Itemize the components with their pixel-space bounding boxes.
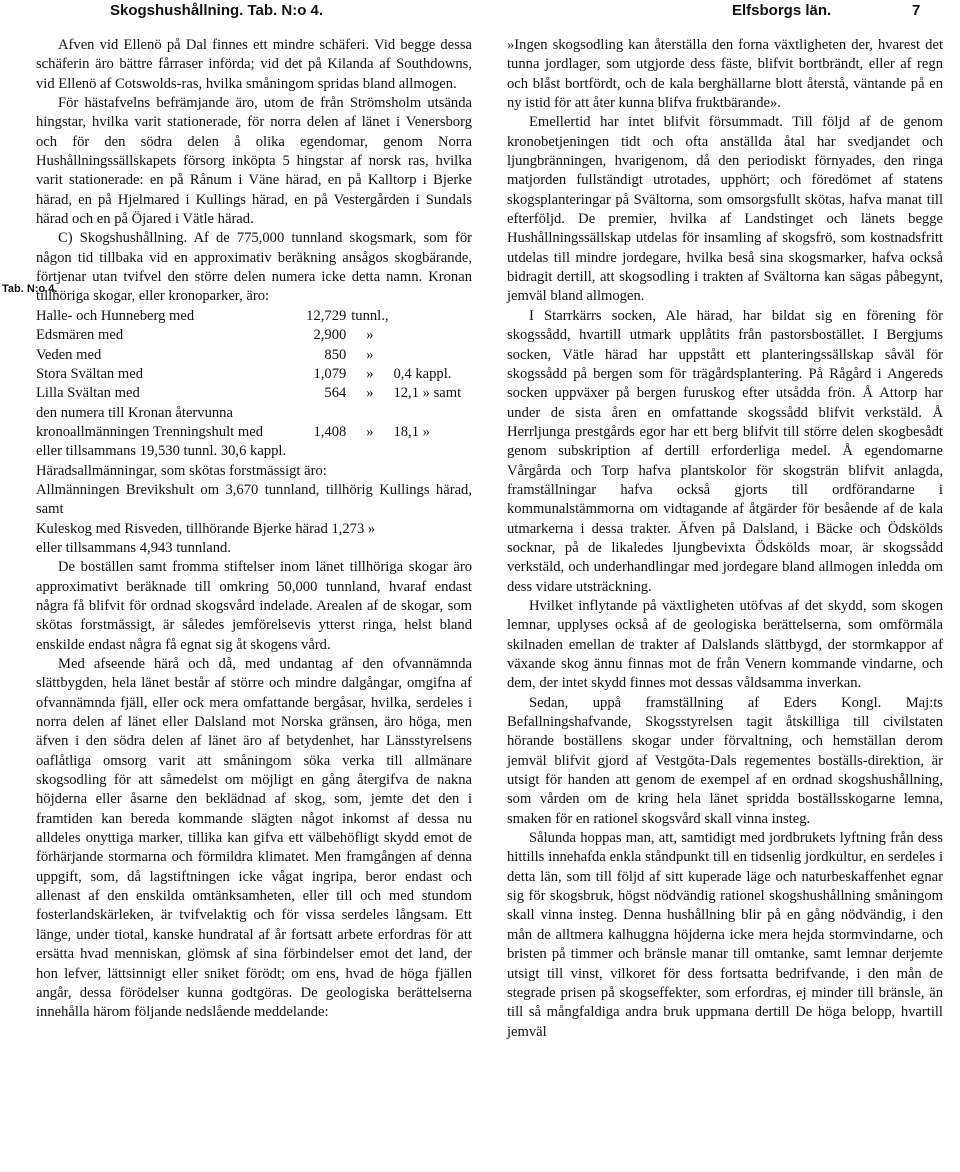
table-row: den numera till Kronan återvunna kronoallmänningen Trenningshult med 1,408 » 18,1 » [36,404,430,440]
total-line: eller tillsammans 4,943 tunnland. [36,539,231,556]
paragraph: Sålunda hoppas man, att, samtidigt med jordbrukets lyftning från dess hittills innehafda enkla ståndpunkt till en tidsenlig jordkultur, en serdeles i detta län, som till följd af sitt kuperade läge och naturbeskaffenhet egnar sig för skogsbruk, högst nödvändig rationel skogshushållning småningom skall vinna insteg. Denna hushållning blir på en gång nödvändig, i den mån de alltmera kalhuggna höjderna icke mera hejda stormvindarne, och bristen på timmer och bränsle manar till omtanke, samt lemnar derjemte utsigt till vinst, vilkoret för dess fortsatta bedrifvande, i den mån de stegrade prisen på skogseffekter, som erfordras, ej minder till bränsle, än till så mångfaldiga andra bruk uppmana dertill De höga belopp, hvartill jemväl [507,830,943,1040]
total-line: eller tillsammans 19,530 tunnl. 30,6 kappl. [36,443,287,460]
page-number: 7 [912,2,921,19]
section-paragraph: C) Skogshushållning. Af de 775,000 tunnland skogsmark, som för någon tid tillbaka vid en approximativ beräkning ansågos skogbärande, förtjenar utan tvifvel den större delen numera icke detta namn. Kronan tillhöriga skogar, eller kronoparker, äro: [36,230,472,305]
table-row: Veden med 850 » [36,346,374,363]
page-header [0,0,960,22]
paragraph: I Starrkärrs socken, Ale härad, har bildat sig en förening för skogssådd, hvartill utmark upplåtits från pastorsbostället. I Bergjums socken, Vätle härad har uppstått ett planteringssällskap såväl för skogssådd på bergen som för trägårdsplantering. På Rågård i Angereds socken uppväxer på bergen furuskog efter utsådda frön. Å Attorp har under de sista åren en omfattande skogssådd blifvit verkstäld. Å Herrljunga prestgårds egor har ett berg blifvit till större delen skogbesådt genom subskription af dertill erforderliga medel. Å egendomarne Vårgårda och Torp hafva plantskolor för skogsträn blifvit anlagda, framställningar hafva också gjorts till ordförandarne i kommunalstämmorna om vidtagande af åtgärder för besående af de kala utmarkerna i dessa trakter. Äfven på Dalsland, i Bäcke och Ödskölds socknar, på de likaledes ljungbevixta Ödskölds moar, är skogssådd verkstäld, och underhandlingar med jordegare bland allmogen inledda om dess vidare utsträckning. [507,307,943,595]
paragraph: Hvilket inflytande på växtligheten utöfvas af det skydd, som skogen lemnar, upplyses också af de geologiska berättelserna, som omförmäla skilnaden emellan de trakter af Dalslands slättbygd, der stormkappor af växande skog ännu finnas mot de från Venern kommande vindarne, och dem, der intet skydd finnes mot dessas våldsamma inverkan. [507,597,943,692]
left-column [36,36,472,1023]
paragraph: För hästafvelns befrämjande äro, utom de från Strömsholm utsända hingstar, hvilka varit stationerade, för norra delen af länet i Venersborg och för den södra delen å olika egendomar, genom Norra Hushållningssällskapets försorg inköpta 5 hingstar af norsk ras, hvilka varit stationerade: en på Rånum i Väne härad, en på Kalltorp i Bjerke härad, en på Hjelmared i Kullings härad, en på Vestergården i Sundals härad och en på Öjared i Vätle härad. [36,95,472,228]
table-row: Stora Svältan med 1,079 » 0,4 kappl. [36,365,452,382]
crown-forest-table [36,307,472,442]
paragraph: Med afseende härå och då, med undantag af den ofvannämnda slättbygden, hela länet består af större och mindre dalgångar, omgifna af ofvannämnda fjäll, eller ock mera omfattande bergåsar, hvilka, serdeles i norra delen af länet eller Dalsland mot Norska gränsen, äro höga, men äfven i den södra delen af länet äro af betydenhet, har Länsstyrelsens oaflåtliga omsorg varit att småningom söka verka till allmänare skogsodling för att såmedelst om möjligt en gång återgifva de nakna höjderna eller åsarne den beklädnad af skog, som, jemte det den i framtiden kan bereda kommande slägten något inkomst af dessa nu alldeles onyttiga marker, tillika kan gifva ett välbehöfligt skydd emot de förhärjande stormarna och förmildra klimatet. Men framgången af denna uppgift, som, då lagstiftningen icke vågat ingripa, beror endast och allenast af den enskilda omtänksamheten, eller till och med stundom fosterlandskärleken, är tvifvelaktig och för vissa serdeles långsam. Ett länge, under tiotal, kanske hundratal af år fortsatt arbete erfordras för att ersätta hvad menniskan, glömsk af sina förbindelser emot det land, der hon lefver, lättsinnigt eller sniket förödt; om ens, hvad de höga fjällen angår, dessa förödelser kunna godtgöras. De geologiska berättelserna innehålla härom följande nedslående meddelande: [36,656,472,1021]
paragraph: Kuleskog med Risveden, tillhörande Bjerke härad 1,273 » [36,520,376,537]
subheading: Häradsallmänningar, som skötas forstmässigt äro: [36,462,327,479]
paragraph: Afven vid Ellenö på Dal finnes ett mindre schäferi. Vid begge dessa schäferin äro bättre fårraser införda; vid det på Kilanda af Southdowns, vid Ellenö af Cotswolds-ras, hvilka småningom spridas bland allmogen. [36,37,472,92]
margin-note: Tab. N:o 4. [2,283,58,295]
table-row: Lilla Svältan med 564 » 12,1 » samt [36,385,462,402]
right-column [507,36,943,1042]
quote-paragraph: »Ingen skogsodling kan återställa den forna växtligheten der, hvarest det tunna jordlager, som utgjorde dess fäste, blifvit bortbrändt, eller af regn och blåst bortfördt, och de kala berghällarne blott återstå, väntande på en ny istid för att åter kunna blifva fruktbärande». [507,37,943,112]
paragraph: De boställen samt fromma stiftelser inom länet tillhöriga skogar äro approximativt beräknade till omkring 50,000 tunnland, hvaraf endast några få blifvit för ordnad skogsvård indelade. Arealen af de skogar, som skötas forstmässigt, är således jemförelsevis ytterst ringa, helst bland enskilde endast några få egnat sig åt skogens vård. [36,559,472,653]
running-head-right: Elfsborgs län. [732,2,832,19]
paragraph: Sedan, uppå framställning af Eders Kongl. Maj:ts Befallningshafvande, Skogsstyrelsen tagit åtskilliga till civilstaten hörande boställens skogar under förvaltning, och hemställan derom jemväl blifvit gjord af Vestgöta-Dals regementes boställs-direktion, är utsigt för handen att genom de exempel af en ordnad skogshushållning, som vården om de kring hela länet spridda boställsskogarne lemna, smaken för en rationel skogsvård skall vinna insteg. [507,694,943,827]
running-head-left: Skogshushållning. Tab. N:o 4. [110,2,324,19]
table-row: Halle- och Hunneberg med 12,729 tunnl., [36,307,389,324]
paragraph: Emellertid har intet blifvit försummadt. Till följd af de genom kronobetjeningen tidt och ofta anställda åtal har svedjandet och ljungbränningen, hvarigenom, då den periodiskt förnyades, den ringa matjorden fullständigt utrotades, upphört; och föredömet af statens skogsplanteringar på Svältorna, som omsorgsfullt skötas, hafva manat till efterföljd. De premier, hvilka af Landstinget och länets begge Hushållningssällskap utdelas för insamling af skogsfrö, som kostnadsfritt utdelas till mindre jordegare, hvilka beså sina skogsmarker, hafva också bidragit dertill, att skogsodling i trakten af Svältorna kan sägas påbegynt, jemväl bland allmogen. [507,114,943,305]
paragraph: Allmänningen Brevikshult om 3,670 tunnland, tillhörig Kullings härad, samt [36,481,472,518]
table-row: Edsmären med 2,900 » [36,327,374,344]
